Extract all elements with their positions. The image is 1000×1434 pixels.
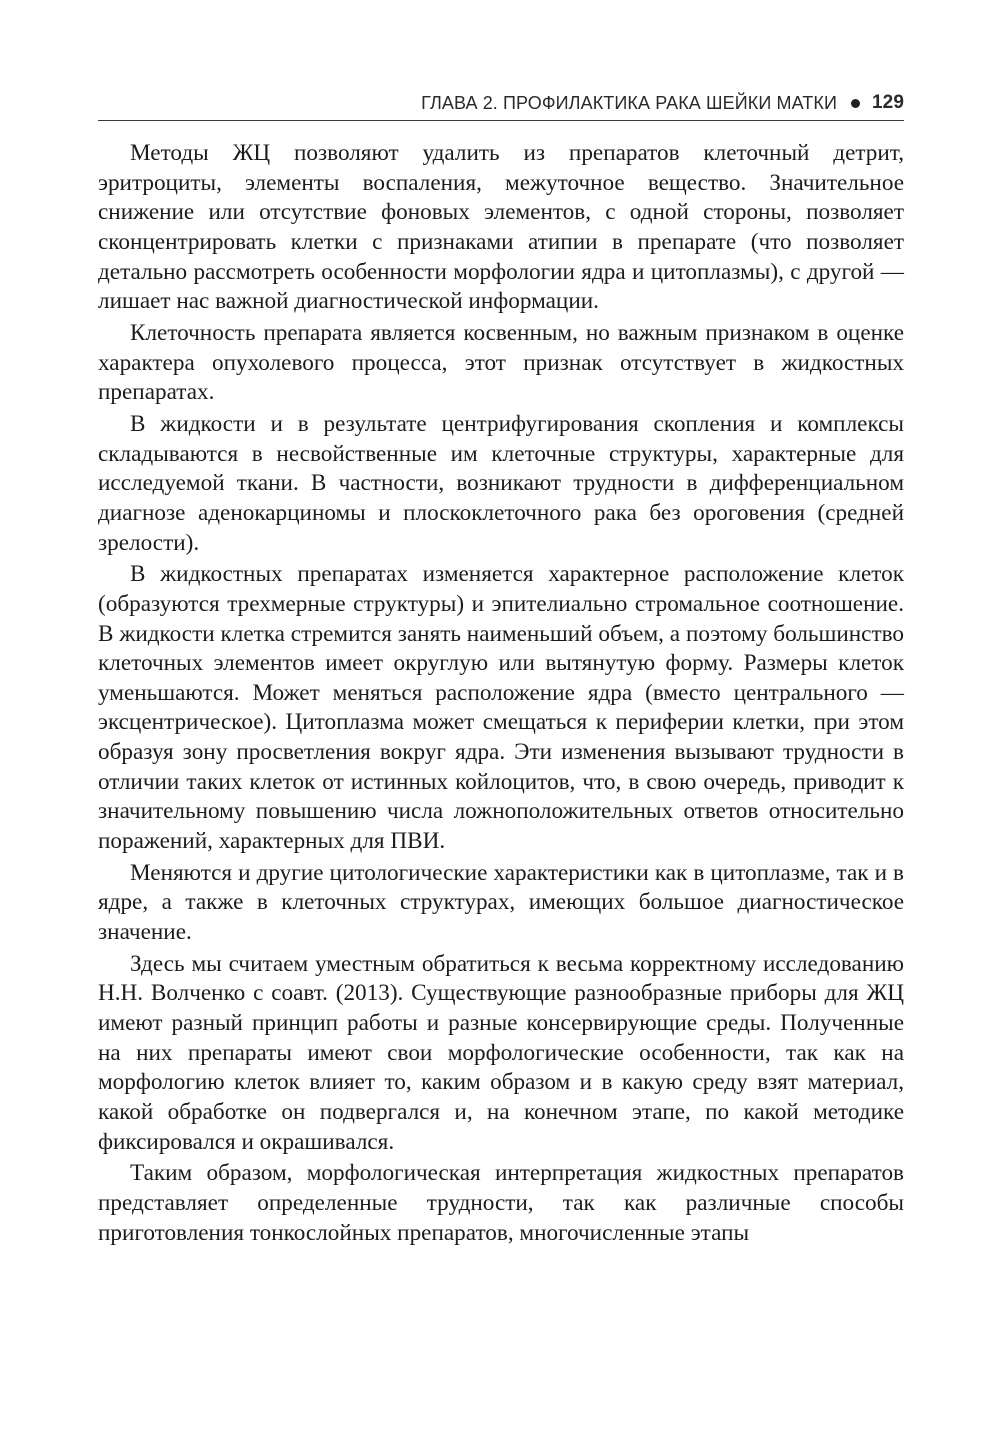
page-number: 129 — [871, 92, 904, 113]
paragraph-7: Таким образом, морфологическая интерпретация жидкостных препаратов представляет определенные трудности, так как различные способы приготовления тонкослойных препаратов, многочисленные этапы — [98, 1160, 904, 1246]
running-header — [98, 86, 904, 121]
paragraph-2: Клеточность препарата является косвенным, но важным признаком в оценке характера опухолевого процесса, этот признак отсутствует в жидкостных препаратах. — [98, 319, 904, 406]
paragraph-1: Методы ЖЦ позволяют удалить из препаратов клеточный детрит, эритроциты, элементы воспаления, межуточное вещество. Значительное снижение или отсутствие фоновых элементов, с одной стороны, позволяет сконцентрировать клетки с признаками атипии в препарате (что позволяет детально рассмотреть особенности морфологии ядра и цитоплазмы), с другой — лишает нас важной диагностической информации. — [98, 140, 904, 315]
bullet-separator-icon — [851, 99, 860, 108]
body-text — [98, 139, 904, 1250]
chapter-title: ГЛАВА 2. ПРОФИЛАКТИКА РАКА ШЕЙКИ МАТКИ — [421, 92, 837, 113]
paragraph-4: В жидкостных препаратах изменяется характерное расположение клеток (образуются трехмерные структуры) и эпителиально стромальное соотношение. В жидкости клетка стремится занять наименьший объем, а поэтому большинство клеточных элементов имеет округлую или вытянутую форму. Размеры клеток уменьшаются. Может меняться расположение ядра (вместо центрального — эксцентрическое). Цитоплазма может смещаться к периферии клетки, при этом образуя зону просветления вокруг ядра. Эти изменения вызывают трудности в отличии таких клеток от истинных койлоцитов, что, в свою очередь, приводит к значительному повышению числа ложноположительных ответов относительно поражений, характерных для ПВИ. — [98, 561, 904, 855]
paragraph-6: Здесь мы считаем уместным обратиться к весьма корректному исследованию Н.Н. Волченко с соавт. (2013). Существующие разнообразные приборы для ЖЦ имеют разный принцип работы и разные консервирующие среды. Полученные на них препараты имеют свои морфологические особенности, так как на морфологию клеток влияет то, каким образом и в какую среду взят материал, какой обработке он подвергался и, на конечном этапе, по какой методике фиксировался и окрашивался. — [98, 950, 904, 1155]
paragraph-3: В жидкости и в результате центрифугирования скопления и комплексы складываются в несвойственные им клеточные структуры, характерные для исследуемой ткани. В частности, возникают трудности в дифференциальном диагнозе аденокарциномы и плоскоклеточного рака без ороговения (средней зрелости). — [98, 410, 904, 556]
paragraph-5: Меняются и другие цитологические характеристики как в цитоплазме, так и в ядре, а также в клеточных структурах, имеющих большое диагностическое значение. — [98, 859, 904, 946]
